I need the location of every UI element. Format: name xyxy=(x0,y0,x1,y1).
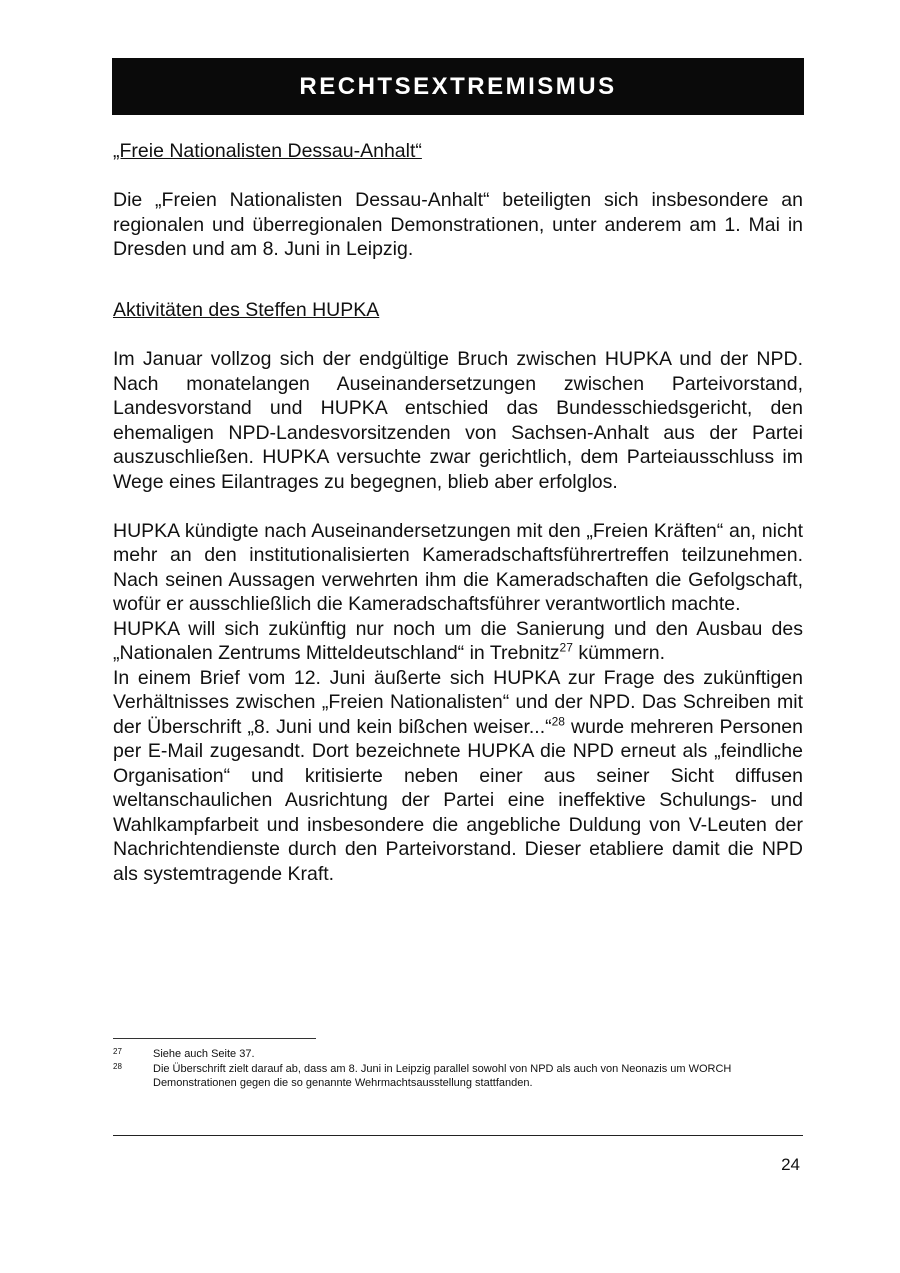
paragraph-hupka-4-text-1: In einem Brief vom 12. Juni äußerte sich HUPKA zur Frage des zukünftigen Verhältnisses zwischen „Freien Nationalisten“ und der NPD. Das Schreiben mit der Überschrift „8. Juni und kein bißchen weiser...“ xyxy=(113,666,803,738)
footnotes xyxy=(113,1047,803,1091)
heading-freie-nationalisten: „Freie Nationalisten Dessau-Anhalt“ xyxy=(113,140,422,162)
footnote-text: Siehe auch Seite 37. xyxy=(153,1048,255,1060)
page-footer-divider xyxy=(113,1135,803,1136)
paragraph-hupka-3 xyxy=(113,617,803,666)
paragraph-hupka-3-text: HUPKA will sich zukünftig nur noch um die Sanierung und den Ausbau des „Nationalen Zentrums Mitteldeutschland“ in Trebnitz xyxy=(113,617,803,664)
section-hupka-body xyxy=(113,347,803,886)
footnote-ref-28[interactable]: 28 xyxy=(551,714,565,728)
heading-hupka: Aktivitäten des Steffen HUPKA xyxy=(113,299,380,321)
section-freie-nationalisten-body xyxy=(113,188,803,262)
section-freie-nationalisten xyxy=(113,139,803,163)
section-header-title: RECHTSEXTREMISMUS xyxy=(299,72,617,100)
page-number: 24 xyxy=(781,1155,800,1174)
paragraph-hupka-1: Im Januar vollzog sich der endgültige Bruch zwischen HUPKA und der NPD. Nach monatelangen Auseinandersetzungen zwischen Parteivorstand, Landesvorstand und HUPKA entschied das Bundesschiedsgericht, den ehemaligen NPD-Landesvorsitzenden von Sachsen-Anhalt aus der Partei auszuschließen. HUPKA versuchte zwar gerichtlich, dem Parteiausschluss im Wege eines Eilantrages zu begegnen, blieb aber erfolglos. xyxy=(113,348,803,493)
footnote-ref-27[interactable]: 27 xyxy=(559,640,573,655)
footnote-divider xyxy=(113,1038,316,1039)
paragraph-hupka-3-end: kümmern. xyxy=(572,642,666,664)
footnote-27 xyxy=(113,1047,803,1061)
section-hupka xyxy=(113,298,803,322)
paragraph-hupka-2: HUPKA kündigte nach Auseinandersetzungen mit den „Freien Kräften“ an, nicht mehr an den institutionalisierten Kameradschaftsführertreffen teilzunehmen. Nach seinen Aussagen verwehrten ihm die Kameradschaften die Gefolgschaft, wofür er ausschließlich die Kameradschaftsführer verantwortlich machte. xyxy=(113,519,803,615)
footnote-number: 28 xyxy=(113,1062,122,1071)
footnote-28 xyxy=(113,1062,803,1090)
paragraph-hupka-4 xyxy=(113,666,803,887)
footnote-text: Die Überschrift zielt darauf ab, dass am 8. Juni in Leipzig parallel sowohl von NPD als auch von Neonazis um WORCH Demonstrationen gegen die so genannte Wehrmachtsausstellung stattfanden. xyxy=(153,1063,732,1089)
paragraph-hupka-4-text-2: wurde mehreren Personen per E-Mail zugesandt. Dort bezeichnete HUPKA die NPD erneut als „feindliche Organisation“ und kritisierte neben einer aus seiner Sicht diffusen weltanschaulichen Ausrichtung der Partei eine ineffektive Schulungs- und Wahlkampfarbeit und insbesondere die angebliche Duldung von V-Leuten der Nachrichtendienste durch den Parteivorstand. Dieser etabliere damit die NPD als systemtragende Kraft. xyxy=(113,715,803,885)
footnote-number: 27 xyxy=(113,1047,122,1056)
paragraph-freie-nationalisten: Die „Freien Nationalisten Dessau-Anhalt“ beteiligten sich insbesondere an regionalen und überregionalen Demonstrationen, unter anderem am 1. Mai in Dresden und am 8. Juni in Leipzig. xyxy=(113,189,803,260)
section-header xyxy=(112,58,804,115)
